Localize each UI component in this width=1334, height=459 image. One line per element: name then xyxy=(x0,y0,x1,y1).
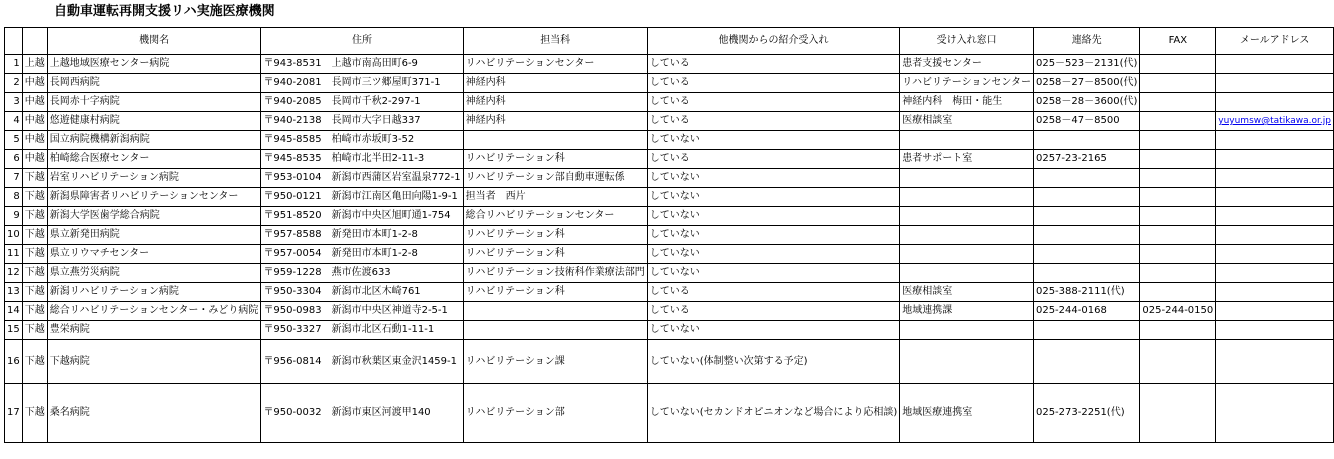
header-mail: メールアドレス xyxy=(1216,28,1334,55)
cell-referral: している xyxy=(647,302,900,321)
cell-mail xyxy=(1216,226,1334,245)
table-row xyxy=(5,112,1334,131)
cell-name: 豊栄病院 xyxy=(47,321,261,340)
table-row xyxy=(5,131,1334,150)
cell-tel xyxy=(1033,169,1139,188)
table-row xyxy=(5,340,1334,384)
cell-tel: 025－523－2131(代) xyxy=(1033,55,1139,74)
cell-dept: 神経内科 xyxy=(463,112,647,131)
cell-dept: リハビリテーション課 xyxy=(463,340,647,384)
cell-tel xyxy=(1033,207,1139,226)
cell-mail xyxy=(1216,150,1334,169)
cell-fax xyxy=(1140,384,1216,443)
cell-referral: していない xyxy=(647,188,900,207)
cell-tel: 025-244-0168 xyxy=(1033,302,1139,321)
cell-fax xyxy=(1140,207,1216,226)
cell-name: 新潟大学医歯学総合病院 xyxy=(47,207,261,226)
cell-address: 〒940-2085 長岡市千秋2-297-1 xyxy=(261,93,463,112)
cell-mail xyxy=(1216,264,1334,283)
cell-no: 1 xyxy=(5,55,23,74)
cell-region: 下越 xyxy=(22,226,47,245)
cell-dept: リハビリテーション科 xyxy=(463,283,647,302)
cell-address: 〒940-2138 長岡市大字日越337 xyxy=(261,112,463,131)
cell-fax: 025-244-0150 xyxy=(1140,302,1216,321)
table-row xyxy=(5,150,1334,169)
cell-region: 下越 xyxy=(22,188,47,207)
cell-contact: 医療相談室 xyxy=(900,283,1034,302)
cell-no: 13 xyxy=(5,283,23,302)
cell-contact: 患者支援センター xyxy=(900,55,1034,74)
header-name: 機関名 xyxy=(47,28,261,55)
table-row xyxy=(5,384,1334,443)
cell-address: 〒959-1228 燕市佐渡633 xyxy=(261,264,463,283)
cell-referral: していない(体制整い次第する予定) xyxy=(647,340,900,384)
table-row xyxy=(5,74,1334,93)
cell-dept xyxy=(463,321,647,340)
cell-contact: 神経内科 梅田・能生 xyxy=(900,93,1034,112)
cell-contact xyxy=(900,169,1034,188)
cell-region: 中越 xyxy=(22,131,47,150)
cell-fax xyxy=(1140,188,1216,207)
cell-region: 中越 xyxy=(22,93,47,112)
cell-dept xyxy=(463,302,647,321)
cell-referral: している xyxy=(647,150,900,169)
header-referral: 他機関からの紹介受入れ xyxy=(647,28,900,55)
cell-address: 〒940-2081 長岡市三ツ郷屋町371-1 xyxy=(261,74,463,93)
cell-fax xyxy=(1140,264,1216,283)
cell-tel xyxy=(1033,264,1139,283)
cell-address: 〒956-0814 新潟市秋葉区東金沢1459-1 xyxy=(261,340,463,384)
cell-region: 下越 xyxy=(22,384,47,443)
cell-name: 国立病院機構新潟病院 xyxy=(47,131,261,150)
cell-name: 長岡赤十字病院 xyxy=(47,93,261,112)
cell-referral: していない xyxy=(647,207,900,226)
cell-contact xyxy=(900,131,1034,150)
cell-contact: 地域連携課 xyxy=(900,302,1034,321)
cell-contact: 患者サポート室 xyxy=(900,150,1034,169)
cell-referral: していない xyxy=(647,131,900,150)
cell-name: 総合リハビリテーションセンター・みどり病院 xyxy=(47,302,261,321)
cell-contact xyxy=(900,188,1034,207)
cell-no: 15 xyxy=(5,321,23,340)
cell-name: 県立燕労災病院 xyxy=(47,264,261,283)
cell-address: 〒953-0104 新潟市西蒲区岩室温泉772-1 xyxy=(261,169,463,188)
table-row xyxy=(5,188,1334,207)
cell-fax xyxy=(1140,112,1216,131)
table-row xyxy=(5,207,1334,226)
cell-mail xyxy=(1216,321,1334,340)
cell-region: 下越 xyxy=(22,245,47,264)
cell-fax xyxy=(1140,55,1216,74)
cell-name: 上越地域医療センター病院 xyxy=(47,55,261,74)
cell-name: 県立新発田病院 xyxy=(47,226,261,245)
cell-referral: している xyxy=(647,112,900,131)
cell-no: 2 xyxy=(5,74,23,93)
cell-no: 12 xyxy=(5,264,23,283)
cell-tel: 0257-23-2165 xyxy=(1033,150,1139,169)
cell-region: 下越 xyxy=(22,283,47,302)
cell-referral: している xyxy=(647,55,900,74)
cell-tel xyxy=(1033,321,1139,340)
table-row xyxy=(5,169,1334,188)
cell-contact xyxy=(900,321,1034,340)
cell-dept: リハビリテーション科 xyxy=(463,226,647,245)
cell-no: 8 xyxy=(5,188,23,207)
cell-address: 〒950-0983 新潟市中央区神道寺2-5-1 xyxy=(261,302,463,321)
cell-referral: していない xyxy=(647,264,900,283)
cell-mail xyxy=(1216,384,1334,443)
cell-fax xyxy=(1140,245,1216,264)
cell-referral: していない(セカンドオピニオンなど場合により応相談) xyxy=(647,384,900,443)
header-region xyxy=(22,28,47,55)
cell-address: 〒945-8535 柏崎市北半田2-11-3 xyxy=(261,150,463,169)
cell-name: 新潟リハビリテーション病院 xyxy=(47,283,261,302)
cell-tel: 0258－28－3600(代) xyxy=(1033,93,1139,112)
cell-fax xyxy=(1140,226,1216,245)
cell-fax xyxy=(1140,74,1216,93)
cell-address: 〒957-0054 新発田市本町1-2-8 xyxy=(261,245,463,264)
cell-no: 3 xyxy=(5,93,23,112)
cell-mail xyxy=(1216,93,1334,112)
cell-no: 11 xyxy=(5,245,23,264)
cell-referral: している xyxy=(647,93,900,112)
cell-dept: リハビリテーション科 xyxy=(463,150,647,169)
cell-region: 下越 xyxy=(22,207,47,226)
cell-dept: リハビリテーション部 xyxy=(463,384,647,443)
table-row xyxy=(5,245,1334,264)
cell-region: 下越 xyxy=(22,302,47,321)
cell-address: 〒950-3327 新潟市北区石動1-11-1 xyxy=(261,321,463,340)
cell-dept: リハビリテーション科 xyxy=(463,245,647,264)
table-row xyxy=(5,302,1334,321)
cell-fax xyxy=(1140,340,1216,384)
cell-no: 5 xyxy=(5,131,23,150)
cell-fax xyxy=(1140,131,1216,150)
cell-contact xyxy=(900,245,1034,264)
cell-fax xyxy=(1140,169,1216,188)
cell-dept: リハビリテーションセンター xyxy=(463,55,647,74)
cell-mail xyxy=(1216,169,1334,188)
cell-region: 下越 xyxy=(22,340,47,384)
page-title: 自動車運転再開支援リハ実施医療機関 xyxy=(54,4,275,19)
cell-referral: していない xyxy=(647,169,900,188)
cell-tel: 025-273-2251(代) xyxy=(1033,384,1139,443)
cell-no: 10 xyxy=(5,226,23,245)
cell-mail[interactable]: yuyumsw@tatikawa.or.jp xyxy=(1216,112,1334,131)
cell-dept: 神経内科 xyxy=(463,74,647,93)
cell-tel: 025-388-2111(代) xyxy=(1033,283,1139,302)
cell-mail xyxy=(1216,340,1334,384)
cell-tel xyxy=(1033,226,1139,245)
cell-address: 〒945-8585 柏崎市赤坂町3-52 xyxy=(261,131,463,150)
cell-dept: 担当者 西片 xyxy=(463,188,647,207)
header-fax: FAX xyxy=(1140,28,1216,55)
cell-contact xyxy=(900,340,1034,384)
cell-mail xyxy=(1216,283,1334,302)
cell-tel xyxy=(1033,340,1139,384)
cell-address: 〒950-0032 新潟市東区河渡甲140 xyxy=(261,384,463,443)
cell-contact xyxy=(900,207,1034,226)
table-row xyxy=(5,93,1334,112)
cell-contact: 地域医療連携室 xyxy=(900,384,1034,443)
cell-name: 下越病院 xyxy=(47,340,261,384)
cell-address: 〒950-3304 新潟市北区木崎761 xyxy=(261,283,463,302)
cell-dept: リハビリテーション技術科作業療法部門 xyxy=(463,264,647,283)
cell-tel: 0258－47－8500 xyxy=(1033,112,1139,131)
cell-no: 4 xyxy=(5,112,23,131)
cell-name: 岩室リハビリテーション病院 xyxy=(47,169,261,188)
cell-fax xyxy=(1140,150,1216,169)
cell-region: 中越 xyxy=(22,112,47,131)
cell-mail xyxy=(1216,188,1334,207)
cell-contact xyxy=(900,226,1034,245)
table-row xyxy=(5,55,1334,74)
institution-table xyxy=(4,27,1334,443)
cell-referral: している xyxy=(647,283,900,302)
cell-fax xyxy=(1140,321,1216,340)
cell-name: 悠遊健康村病院 xyxy=(47,112,261,131)
cell-contact: リハビリテーションセンター xyxy=(900,74,1034,93)
cell-tel: 0258－27－8500(代) xyxy=(1033,74,1139,93)
cell-mail xyxy=(1216,207,1334,226)
cell-mail xyxy=(1216,245,1334,264)
header-row xyxy=(5,28,1334,55)
cell-no: 14 xyxy=(5,302,23,321)
cell-referral: していない xyxy=(647,321,900,340)
cell-mail xyxy=(1216,302,1334,321)
header-no xyxy=(5,28,23,55)
cell-address: 〒943-8531 上越市南高田町6-9 xyxy=(261,55,463,74)
cell-no: 7 xyxy=(5,169,23,188)
cell-no: 16 xyxy=(5,340,23,384)
cell-region: 下越 xyxy=(22,321,47,340)
cell-referral: している xyxy=(647,74,900,93)
cell-address: 〒957-8588 新発田市本町1-2-8 xyxy=(261,226,463,245)
cell-mail xyxy=(1216,131,1334,150)
header-tel: 連絡先 xyxy=(1033,28,1139,55)
cell-contact: 医療相談室 xyxy=(900,112,1034,131)
cell-tel xyxy=(1033,245,1139,264)
cell-tel xyxy=(1033,131,1139,150)
cell-name: 柏崎総合医療センター xyxy=(47,150,261,169)
table-row xyxy=(5,264,1334,283)
header-address: 住所 xyxy=(261,28,463,55)
cell-mail xyxy=(1216,55,1334,74)
cell-dept xyxy=(463,131,647,150)
cell-name: 桑名病院 xyxy=(47,384,261,443)
cell-fax xyxy=(1140,93,1216,112)
table-row xyxy=(5,321,1334,340)
cell-dept: リハビリテーション部自動車運転係 xyxy=(463,169,647,188)
table-row xyxy=(5,226,1334,245)
cell-name: 長岡西病院 xyxy=(47,74,261,93)
cell-dept: 総合リハビリテーションセンター xyxy=(463,207,647,226)
header-dept: 担当科 xyxy=(463,28,647,55)
header-contact: 受け入れ窓口 xyxy=(900,28,1034,55)
cell-referral: していない xyxy=(647,245,900,264)
cell-referral: していない xyxy=(647,226,900,245)
cell-region: 下越 xyxy=(22,264,47,283)
table-row xyxy=(5,283,1334,302)
cell-no: 17 xyxy=(5,384,23,443)
cell-address: 〒950-0121 新潟市江南区亀田向陽1-9-1 xyxy=(261,188,463,207)
cell-no: 6 xyxy=(5,150,23,169)
cell-region: 上越 xyxy=(22,55,47,74)
cell-dept: 神経内科 xyxy=(463,93,647,112)
cell-region: 中越 xyxy=(22,150,47,169)
cell-mail xyxy=(1216,74,1334,93)
cell-region: 中越 xyxy=(22,74,47,93)
cell-contact xyxy=(900,264,1034,283)
cell-address: 〒951-8520 新潟市中央区旭町通1-754 xyxy=(261,207,463,226)
cell-fax xyxy=(1140,283,1216,302)
cell-tel xyxy=(1033,188,1139,207)
cell-name: 新潟県障害者リハビリテーションセンター xyxy=(47,188,261,207)
cell-no: 9 xyxy=(5,207,23,226)
cell-region: 下越 xyxy=(22,169,47,188)
cell-name: 県立リウマチセンター xyxy=(47,245,261,264)
